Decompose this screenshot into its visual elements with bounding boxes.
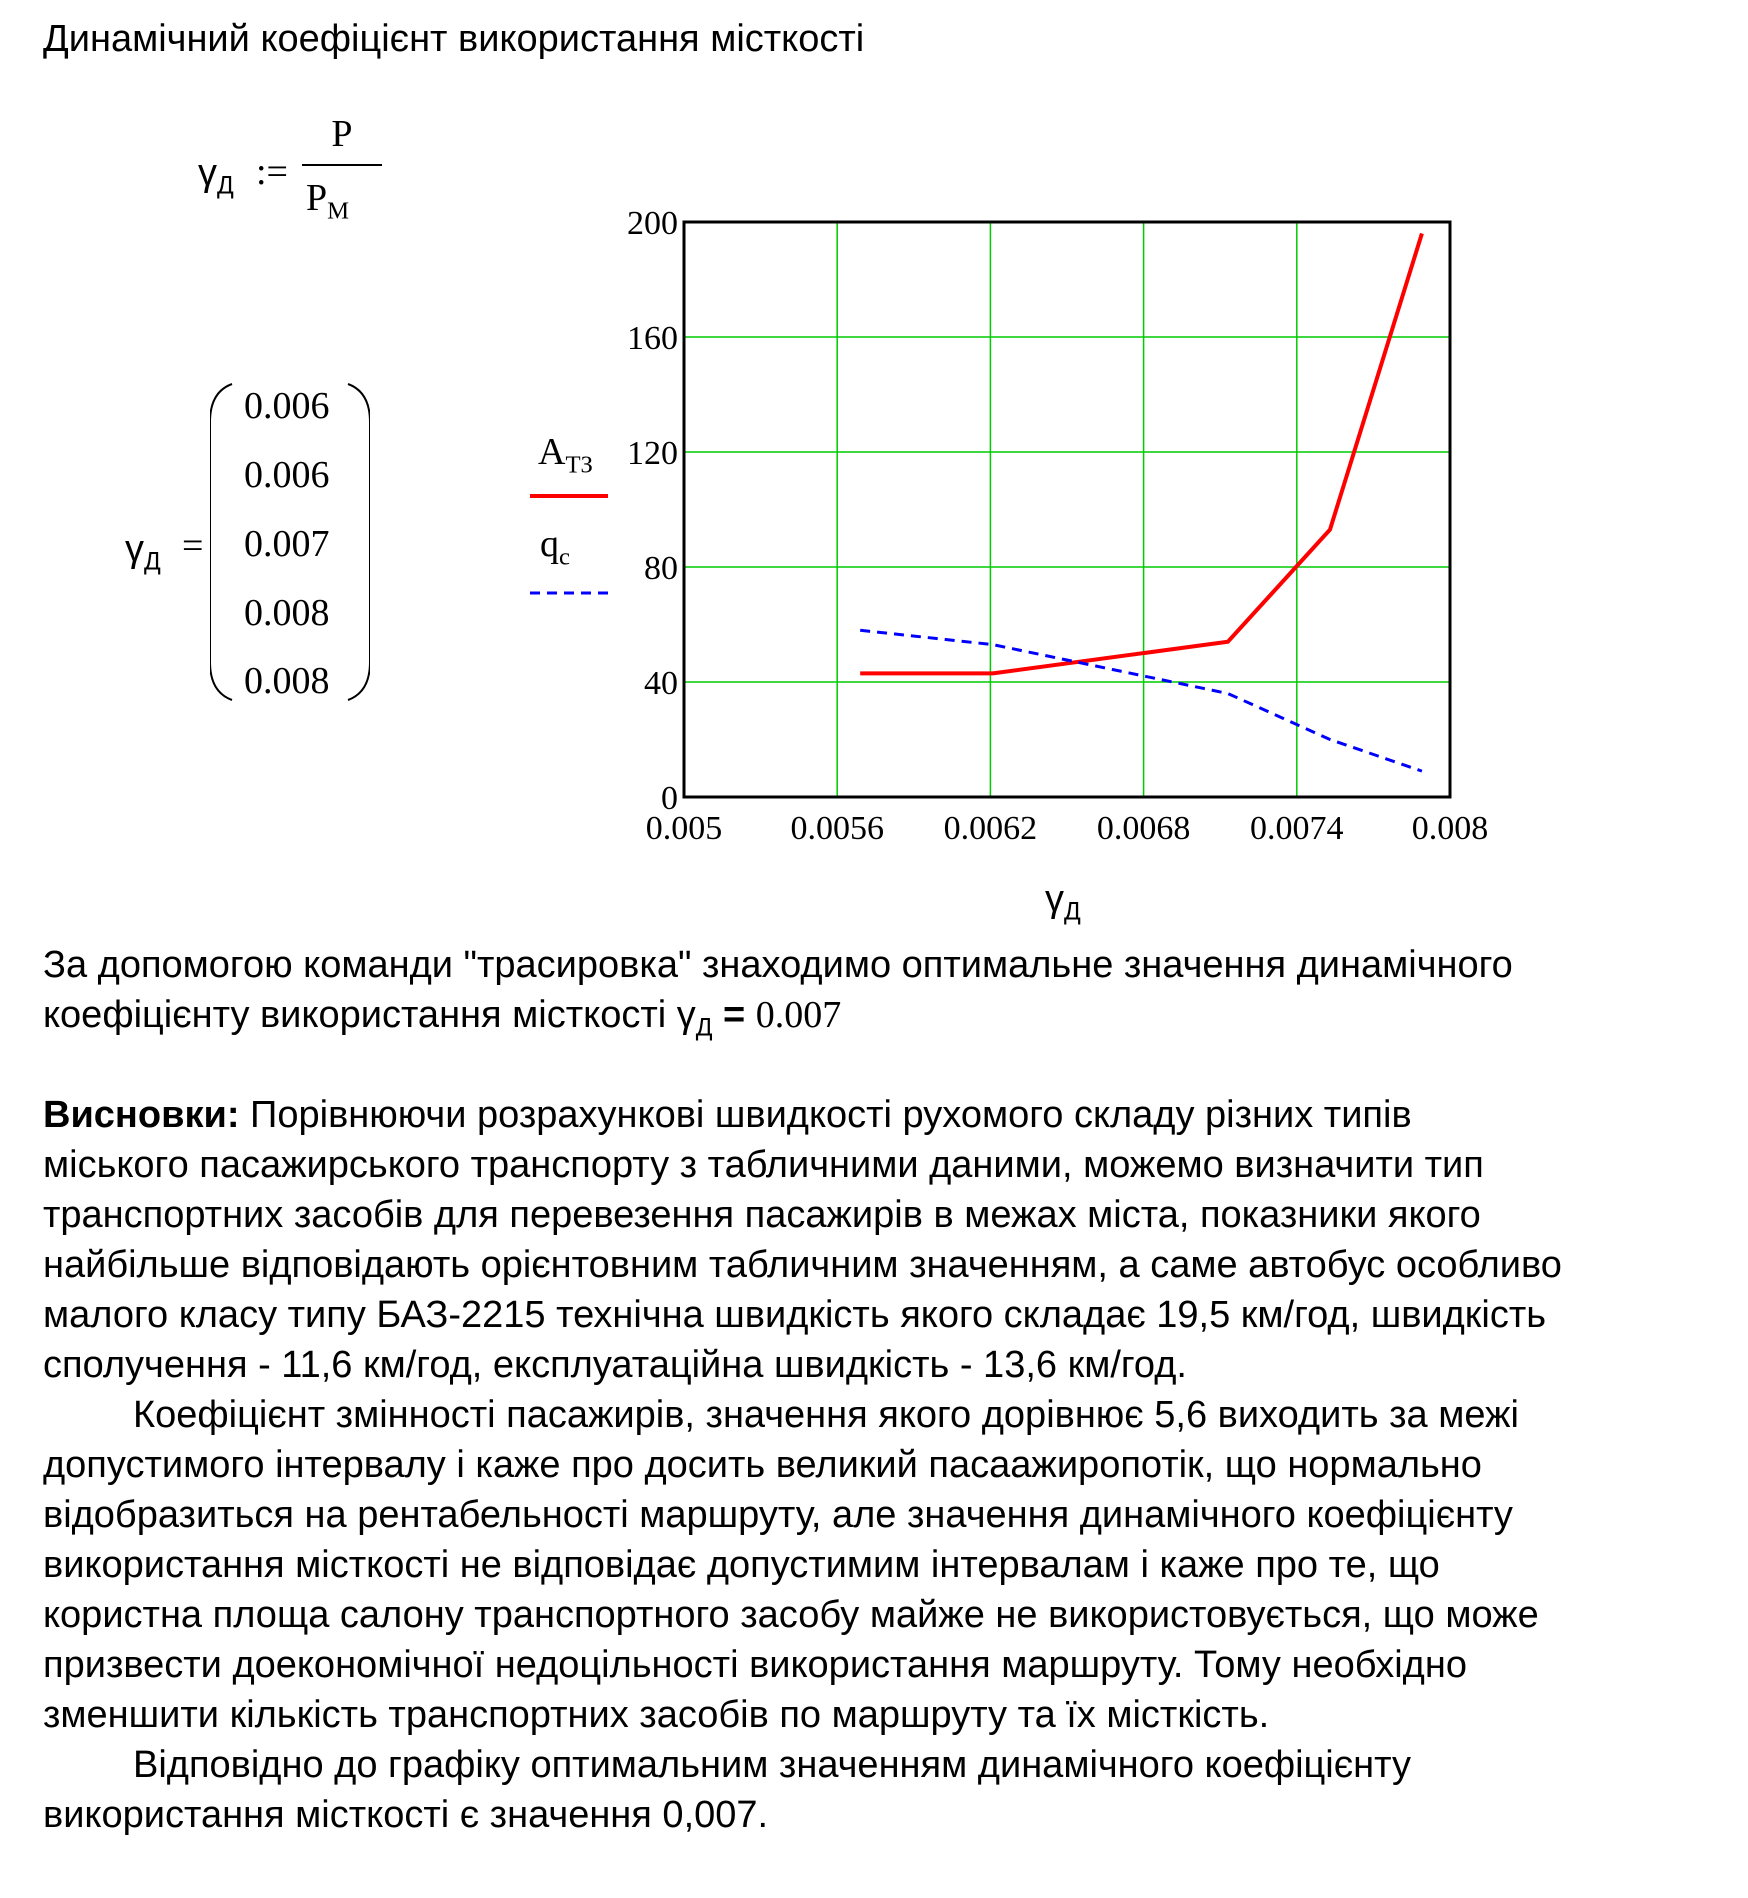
conclusion-line [43, 1140, 1723, 1190]
legend-a-subscript: ТЗ [565, 451, 593, 479]
conclusion-text: відобразиться на рентабельності маршруту, але значення динамічного коефіцієнту [43, 1494, 1513, 1536]
conclusion-text: Коефіцієнт змінності пасажирів, значення якого дорівнює 5,6 виходить за межі [133, 1394, 1519, 1436]
conclusion-text: використання місткості є значення 0,007. [43, 1794, 769, 1836]
conclusion-line [43, 1540, 1723, 1590]
x-tick-label: 0.0074 [1250, 810, 1344, 847]
vector-value: 0.007 [244, 523, 330, 565]
x-axis-subscript: Д [1064, 898, 1081, 926]
conclusion-line [43, 1240, 1723, 1290]
vector-value: 0.006 [244, 454, 330, 496]
vector-value: 0.008 [244, 592, 330, 634]
vector-value: 0.008 [244, 660, 330, 702]
x-tick-label: 0.0056 [790, 810, 884, 847]
conclusion-text: Порівнюючи розрахункові швидкості рухомого складу різних типів [239, 1094, 1412, 1136]
legend-q-symbol: q [540, 523, 559, 565]
conclusion-text: найбільше відповідають орієнтовним табличним значенням, а саме автобус особливо [43, 1244, 1562, 1286]
vector-symbol: γ [125, 528, 144, 570]
conclusion-text: користна площа салону транспортного засобу майже не використовується, що може [43, 1594, 1539, 1636]
conclusion-text: малого класу типу БАЗ-2215 технічна швидкість якого складає 19,5 км/год, швидкість [43, 1294, 1547, 1336]
x-tick-label: 0.0068 [1096, 810, 1191, 847]
conclusion-line [43, 1790, 1723, 1840]
conclusion-text: сполучення - 11,6 км/год, експлуатаційна швидкість - 13,6 км/год. [43, 1344, 1187, 1386]
y-tick-label: 200 [627, 205, 678, 242]
y-tick-label: 160 [627, 320, 678, 357]
trace-subscript: Д [695, 1014, 713, 1042]
formula-numerator: P [331, 113, 353, 155]
y-tick-label: 80 [644, 550, 678, 587]
conclusion-line [43, 1740, 1723, 1790]
gamma-subscript: Д [217, 172, 234, 200]
trace-paragraph-line2 [43, 990, 841, 1054]
y-tick-label: 120 [627, 435, 678, 472]
trace-equals: = [712, 994, 756, 1036]
x-axis-symbol: γ [1045, 878, 1064, 920]
x-tick-label: 0.005 [645, 810, 723, 847]
conclusion-text: допустимого інтервалу і каже про досить великий пасаажиропотік, що нормально [43, 1444, 1482, 1486]
conclusion-line [43, 1640, 1723, 1690]
conclusion-line [43, 1390, 1723, 1440]
denominator-subscript: М [327, 197, 350, 225]
line-chart [0, 0, 1748, 900]
conclusion-line [43, 1440, 1723, 1490]
conclusion-text: використання місткості не відповідає допустимим інтервалам і каже про те, що [43, 1544, 1440, 1586]
y-tick-label: 0 [661, 780, 678, 817]
trace-paragraph-line1: За допомогою команди "трасировка" знаходимо оптимальне значення динамічного [43, 944, 1513, 986]
conclusion-text: Відповідно до графіку оптимальним значенням динамічного коефіцієнту [133, 1744, 1411, 1786]
conclusion-text: призвести доекономічної недоцільності використання маршруту. Тому необхідно [43, 1644, 1467, 1686]
trace-value: 0.007 [755, 994, 842, 1036]
conclusion-text: транспортних засобів для перевезення пасажирів в межах міста, показники якого [43, 1194, 1481, 1236]
denominator-symbol: P [306, 177, 328, 219]
x-tick-label: 0.008 [1411, 810, 1489, 847]
y-tick-label: 40 [644, 665, 678, 702]
page-title: Динамічний коефіцієнт використання місткості [43, 18, 865, 60]
conclusion-text: зменшити кількість транспортних засобів по маршруту та їх місткість. [43, 1694, 1270, 1736]
conclusion-text: міського пасажирського транспорту з табличними даними, можемо визначити тип [43, 1144, 1484, 1186]
vector-subscript: Д [144, 548, 161, 576]
vector-equals: = [182, 525, 204, 567]
conclusion-line [43, 1690, 1723, 1740]
conclusions-section [43, 1090, 1723, 1840]
conclusion-line [43, 1090, 1723, 1140]
chart-series [860, 234, 1422, 772]
x-tick-label: 0.0062 [943, 810, 1038, 847]
legend-a-symbol: A [538, 431, 566, 473]
trace-gamma: γ [676, 994, 696, 1036]
trace-symbol [676, 994, 713, 1042]
conclusion-line [43, 1340, 1723, 1390]
series-line-qc [860, 630, 1422, 771]
x-axis-label [1045, 878, 1081, 927]
trace-text: коефіцієнту використання місткості [43, 994, 667, 1036]
assign-operator: := [256, 151, 288, 193]
series-line-atz [860, 234, 1422, 674]
conclusion-line [43, 1590, 1723, 1640]
conclusions-heading: Висновки: [43, 1094, 240, 1136]
conclusion-line [43, 1290, 1723, 1340]
legend-q-subscript: c [559, 543, 570, 571]
vector-value: 0.006 [244, 385, 330, 427]
gamma-symbol: γ [198, 152, 217, 194]
conclusion-line [43, 1490, 1723, 1540]
conclusion-line [43, 1190, 1723, 1240]
